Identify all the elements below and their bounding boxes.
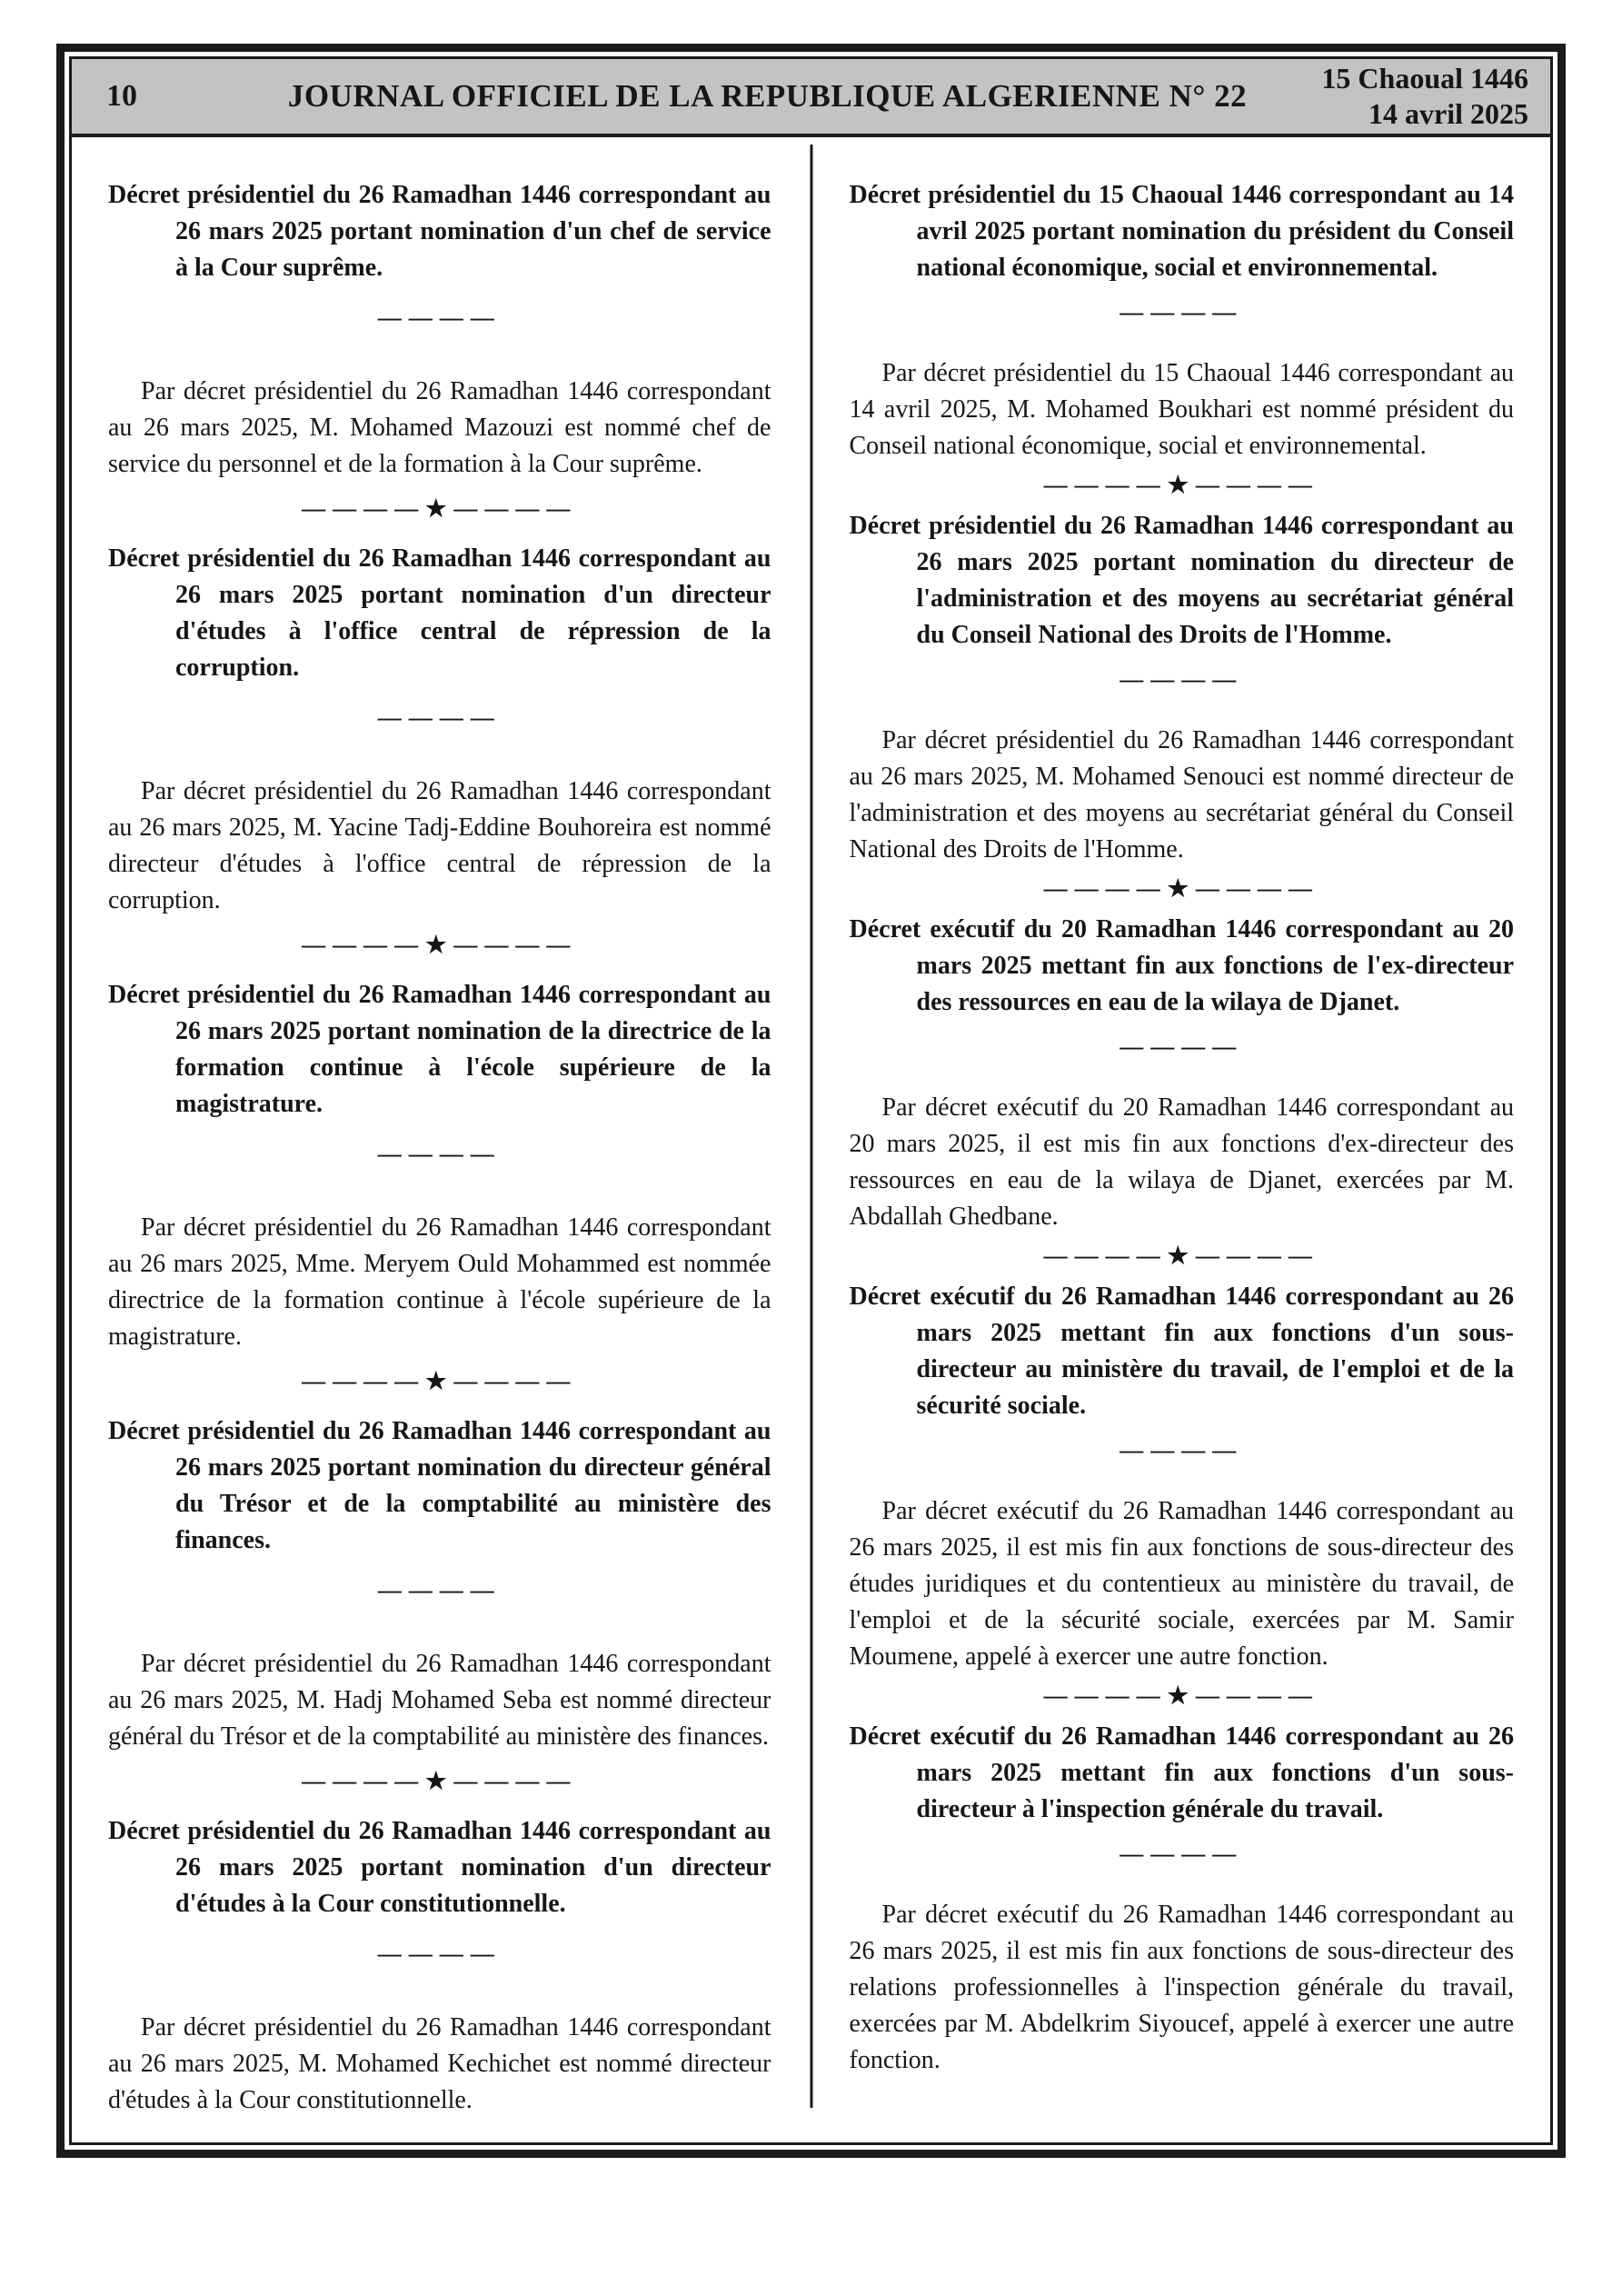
- decree-title: Décret présidentiel du 26 Ramadhan 1446 correspondant au 26 mars 2025 portant nomination d'un directeur d'études à l'office central de répression de la corruption.: [108, 544, 771, 682]
- star-divider: ————★————: [1043, 875, 1319, 902]
- star-divider: ————★————: [1043, 1682, 1319, 1709]
- decree-text: Par décret exécutif du 26 Ramadhan 1446 correspondant au 26 mars 2025, il est mis fin aux fonctions de sous-directeur des études juridiques et du contentieux au ministère du travail, de l'emploi et de la sécurité sociale, exercées par M. Samir Moumene, appelé à exercer une autre fonction.: [849, 1497, 1514, 1671]
- dash-divider: ————: [1119, 1033, 1244, 1060]
- star-divider: ————★————: [1043, 472, 1319, 498]
- star-divider: ————★————: [302, 1768, 578, 1794]
- decree-title: Décret présidentiel du 26 Ramadhan 1446 correspondant au 26 mars 2025 portant nomination du directeur général du Trésor et de la comptabilité au ministère des finances.: [108, 1417, 771, 1554]
- star-divider: ————★————: [302, 932, 578, 958]
- decree-item: [850, 508, 1515, 903]
- right-column: [811, 177, 1526, 2139]
- date-hijri: 15 Chaoual 1446: [1321, 62, 1528, 95]
- decree-text: Par décret présidentiel du 26 Ramadhan 1446 correspondant au 26 mars 2025, M. Mohamed Senouci est nommé directeur de l'administration et des moyens au secrétariat général du Conseil National des Droits de l'Homme.: [849, 726, 1514, 863]
- dash-divider: ————: [377, 1941, 502, 1967]
- dash-divider: ————: [377, 1141, 502, 1167]
- decree-item: [108, 977, 771, 1395]
- decree-text: Par décret exécutif du 20 Ramadhan 1446 correspondant au 20 mars 2025, il est mis fin aux fonctions d'ex-directeur des ressources en eau de la wilaya de Djanet, exercées par M. Abdallah Ghedbane.: [849, 1093, 1514, 1231]
- dash-divider: ————: [377, 704, 502, 731]
- left-column: [97, 177, 811, 2139]
- dash-divider: ————: [377, 1577, 502, 1603]
- page-header: [72, 59, 1550, 137]
- decree-title: Décret exécutif du 26 Ramadhan 1446 correspondant au 26 mars 2025 mettant fin aux fonctions d'un sous-directeur au ministère du travail, de l'emploi et de la sécurité sociale.: [849, 1283, 1514, 1420]
- page-inner-frame: [69, 56, 1553, 2145]
- decree-text: Par décret présidentiel du 26 Ramadhan 1446 correspondant au 26 mars 2025, M. Hadj Mohamed Seba est nommé directeur général du Trésor et de la comptabilité au ministère des finances.: [108, 1650, 771, 1751]
- decree-title: Décret présidentiel du 15 Chaoual 1446 correspondant au 14 avril 2025 portant nomination du président du Conseil national économique, social et environnemental.: [849, 181, 1514, 282]
- star-divider: ————★————: [302, 495, 578, 522]
- decree-title: Décret exécutif du 26 Ramadhan 1446 correspondant au 26 mars 2025 mettant fin aux fonctions d'un sous-directeur à l'inspection générale du travail.: [849, 1722, 1514, 1823]
- page-number: 10: [106, 79, 137, 113]
- dash-divider: ————: [1119, 666, 1244, 693]
- decree-item: [850, 1279, 1515, 1710]
- decree-text: Par décret présidentiel du 26 Ramadhan 1446 correspondant au 26 mars 2025, M. Mohamed Kechichet est nommé directeur d'études à la Cour constitutionnelle.: [108, 2013, 771, 2114]
- decree-title: Décret présidentiel du 26 Ramadhan 1446 correspondant au 26 mars 2025 portant nomination de la directrice de la formation continue à l'école supérieure de la magistrature.: [108, 981, 771, 1118]
- decree-title: Décret présidentiel du 26 Ramadhan 1446 correspondant au 26 mars 2025 portant nomination du directeur de l'administration et des moyens au secrétariat général du Conseil National des Droits de l'Homme.: [849, 512, 1514, 649]
- decree-text: Par décret présidentiel du 26 Ramadhan 1446 correspondant au 26 mars 2025, Mme. Meryem Ould Mohammed est nommée directrice de la formation continue à l'école supérieure de la magistrature.: [108, 1213, 771, 1351]
- header-dates: [1292, 61, 1528, 132]
- decree-item: [850, 1719, 1515, 2079]
- decree-text: Par décret présidentiel du 26 Ramadhan 1446 correspondant au 26 mars 2025, M. Yacine Tadj-Eddine Bouhoreira est nommé directeur d'études à l'office central de répression de la corruption.: [108, 777, 771, 914]
- date-gregorian: 14 avril 2025: [1368, 97, 1528, 130]
- dash-divider: ————: [1119, 1841, 1244, 1867]
- decree-text: Par décret présidentiel du 26 Ramadhan 1446 correspondant au 26 mars 2025, M. Mohamed Mazouzi est nommé chef de service du personnel et de la formation à la Cour suprême.: [108, 377, 771, 478]
- decree-title: Décret présidentiel du 26 Ramadhan 1446 correspondant au 26 mars 2025 portant nomination d'un directeur d'études à la Cour constitutionnelle.: [108, 1817, 771, 1918]
- decree-text: Par décret présidentiel du 15 Chaoual 1446 correspondant au 14 avril 2025, M. Mohamed Boukhari est nommé président du Conseil national économique, social et environnemental.: [849, 359, 1514, 460]
- dash-divider: ————: [1119, 299, 1244, 325]
- decree-item: [108, 541, 771, 959]
- decree-item: [108, 1413, 771, 1795]
- decree-item: [850, 177, 1515, 499]
- decree-title: Décret exécutif du 20 Ramadhan 1446 correspondant au 20 mars 2025 mettant fin aux fonctions de l'ex-directeur des ressources en eau de la wilaya de Djanet.: [849, 915, 1514, 1016]
- star-divider: ————★————: [302, 1368, 578, 1394]
- decree-text: Par décret exécutif du 26 Ramadhan 1446 correspondant au 26 mars 2025, il est mis fin aux fonctions de sous-directeur des relations professionnelles à l'inspection générale du travail, exercées par M. Abdelkrim Siyoucef, appelé à exercer une autre fonction.: [849, 1901, 1514, 2074]
- decree-item: [108, 1813, 771, 2119]
- page-border-frame: [56, 44, 1566, 2158]
- dash-divider: ————: [1119, 1437, 1244, 1463]
- decree-item: [850, 912, 1515, 1270]
- dash-divider: ————: [377, 304, 502, 331]
- journal-title: JOURNAL OFFICIEL DE LA REPUBLIQUE ALGERIENNE N° 22: [287, 78, 1248, 114]
- two-column-layout: [72, 137, 1550, 2139]
- decree-item: [108, 177, 771, 523]
- decree-title: Décret présidentiel du 26 Ramadhan 1446 correspondant au 26 mars 2025 portant nomination d'un chef de service à la Cour suprême.: [108, 181, 771, 282]
- star-divider: ————★————: [1043, 1243, 1319, 1269]
